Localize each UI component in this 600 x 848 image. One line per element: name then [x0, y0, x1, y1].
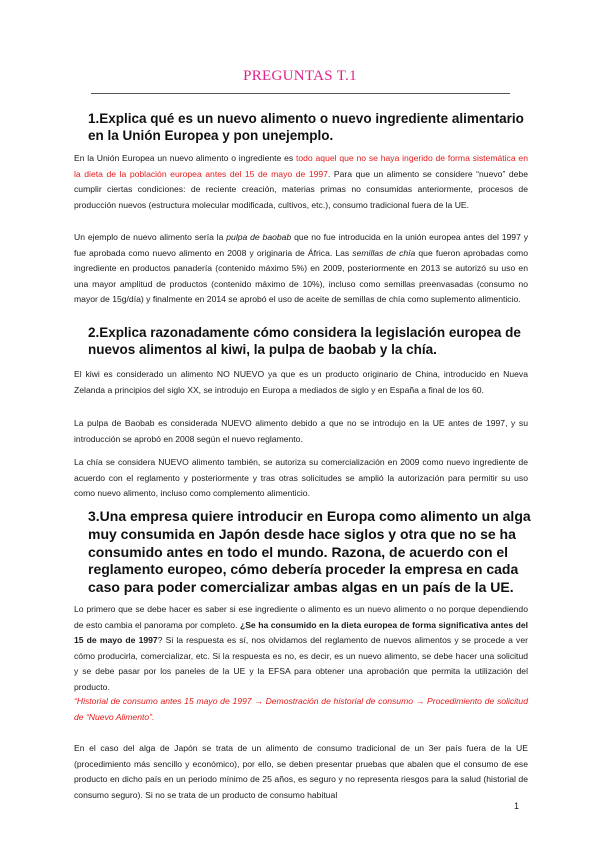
text: . Para que un alimento se considere “nuevo” debe cumplir ciertas condiciones: de reciente creación, materias primas no consumidas anteriormente, procesos de producción nuevos (estructura molecular modificada, cultivos, etc.), consumo tradicional fuera de la UE. [74, 168, 528, 210]
page-title: PREGUNTAS T.1 [243, 68, 357, 84]
answer-3-paragraph-1 [74, 602, 528, 695]
text: Lo primero que se debe hacer es saber si ese ingrediente o alimento es un nuevo alimento o no porque dependiendo de esto cambia el panorama por completo. [74, 604, 528, 630]
example-term: semillas de chía [352, 247, 416, 258]
answer-3-paragraph-2: En el caso del alga de Japón se trata de un alimento de consumo tradicional de un 3er país fuera de la UE (procedimiento más sencillo y económico), por ello, se deben presentar pruebas que abalen que el consumo de ese producto en dicho país en un periodo mínimo de 25 años, es seguro y no representa riesgos para la salud (historial de consumo seguro). Si no se trata de un producto de consumo habitual [74, 743, 528, 800]
answer-2-baobab: La pulpa de Baobab es considerada NUEVO alimento debido a que no se introdujo en la UE antes de 1997, y su introducción se aprobó en 2008 según el nuevo reglamento. [74, 418, 528, 444]
answer-2-kiwi: El kiwi es considerado un alimento NO NUEVO ya que es un producto originario de China, introducido en Nueva Zelanda a principios del siglo XX, se introdujo en Europa a mediados de siglo y en España a final de los 60. [74, 369, 528, 395]
question-1-heading: 1.Explica qué es un nuevo alimento o nuevo ingrediente alimentario en la Unión Europea y pon unejemplo. [88, 111, 524, 143]
text: Un ejemplo de nuevo alimento sería la [74, 232, 227, 242]
example-term: pulpa de baobab [226, 232, 292, 242]
text: En la Unión Europea un nuevo alimento o ingrediente es [74, 153, 296, 163]
question-3-heading: 3.Una empresa quiere introducir en Europa como alimento un alga muy consumida en Japón desde hace siglos y otra que no se ha consumido antes en todo el mundo. Razona, de acuerdo con el reglamento europeo, cómo debería proceder la empresa en cada caso para poder comercializar ambas algas en un país de la UE. [88, 508, 531, 596]
title-underline [91, 93, 510, 94]
answer-1-paragraph-2 [74, 230, 528, 308]
answer-2-chia: La chía se considera NUEVO alimento también, se autoriza su comercialización en 2009 como nuevo ingrediente de acuerdo con el reglamento y posteriormente y tras otras solicitudes se amplió la autorización para permitir su uso como nuevo alimento, incluso como complemento alimenticio. [74, 457, 528, 498]
question-2-heading: 2.Explica razonadamente cómo considera la legislación europea de nuevos alimentos al kiwi, la pulpa de baobab y la chía. [88, 325, 521, 357]
text: que fueron aprobadas como ingrediente en productos panadería (contenido máximo 5%) en 2009, posteriormente en 2013 se autorizó su uso en una mayor amplitud de productos (contenido máximo de 10%), incluso como semillas preenvasadas (consumo no mayor de 15g/día) y finalmente en 2014 se aprobó el uso de aceite de semillas de chía como suplemento alimenticio. [74, 247, 528, 304]
key-question: ¿Se ha consumido en la dieta europea de forma significativa antes del 15 de mayo de 1997 [74, 619, 528, 645]
procedure-flow-note: “Historial de consumo antes 15 mayo de 1997 → Demostración de historial de consumo → Procedimiento de solicitud de “Nuevo Alimento”. [74, 696, 528, 722]
answer-1-paragraph-1 [74, 151, 528, 213]
text: ? Si la respuesta es sí, nos olvidamos del reglamento de nuevos alimentos y se procede a ver cómo producirla, comercializar, etc. Si la respuesta es no, es decir, es un nuevo alimento, se debe hacer una solicitud y se debe pasar por los paneles de la UE y la EFSA para obtener una aprobación que permita la utilización del producto. [74, 635, 529, 692]
page-number: 1 [514, 801, 520, 811]
text: que no fue introducida en la unión europea antes del 1997 y fue aprobada como nuevo alimento en 2008 y originaria de África. Las [74, 232, 528, 258]
definition-highlight: todo aquel que no se haya ingerido de forma sistemática en la dieta de la población europea antes del 15 de mayo de 1997 [74, 153, 528, 179]
